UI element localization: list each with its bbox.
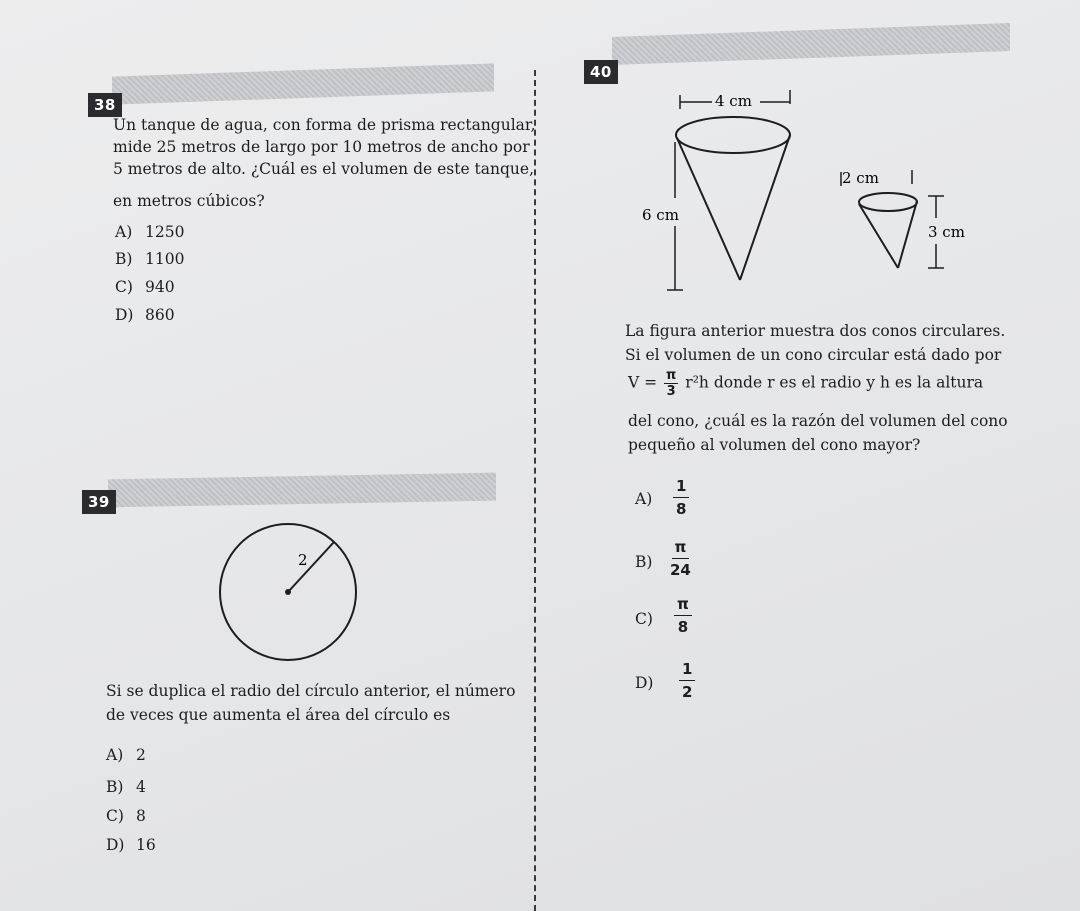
radius-label: 2: [298, 551, 308, 569]
column-divider: [534, 70, 536, 911]
q40-option-a-fraction[interactable]: $\frac{1}{8}$: [673, 477, 689, 518]
small-height-label: 3 cm: [928, 223, 965, 241]
q38-header-band: [112, 63, 494, 104]
formula-tail: r²h donde r es el radio y h es la altura: [685, 373, 984, 392]
q40-option-d-letter[interactable]: D): [635, 674, 654, 692]
formula-fraction: [664, 368, 678, 399]
q39-option-d[interactable]: D) 16: [106, 836, 156, 854]
question-number-40: 40: [584, 60, 618, 84]
small-diameter-label: 2 cm: [842, 169, 879, 187]
radius-line: [288, 542, 334, 592]
q40-cones-figure: [620, 80, 980, 300]
q40-option-c-letter[interactable]: C): [635, 610, 653, 628]
q40-option-a-letter[interactable]: A): [635, 490, 653, 508]
q38-line-4: en metros cúbicos?: [113, 192, 265, 210]
q40-header-band: [612, 23, 1010, 65]
q40-outro-line-1: del cono, ¿cuál es la razón del volumen del cono: [628, 412, 1008, 430]
question-number-38: 38: [88, 93, 122, 117]
volume-formula: [628, 368, 983, 399]
q38-option-c[interactable]: C) 940: [115, 278, 175, 296]
q40-intro-line-2: Si el volumen de un cono circular está dado por: [625, 346, 1002, 364]
q39-option-b[interactable]: B) 4: [106, 778, 146, 796]
q39-circle-figure: [210, 515, 370, 675]
big-cone-right-side: [740, 135, 790, 280]
formula-denominator: 3: [666, 384, 676, 399]
q39-line-2: de veces que aumenta el área del círculo es: [106, 706, 451, 724]
q38-line-2: mide 25 metros de largo por 10 metros de ancho por: [113, 138, 530, 156]
q38-option-a[interactable]: A) 1250: [115, 223, 185, 241]
q39-option-c[interactable]: C) 8: [106, 807, 146, 825]
q40-option-c-fraction[interactable]: $\frac{\pi}{8}$: [674, 595, 692, 636]
big-diameter-label: 4 cm: [715, 92, 752, 110]
big-height-label: 6 cm: [642, 206, 679, 224]
q40-intro-line-1: La figura anterior muestra dos conos circulares.: [625, 322, 1006, 340]
big-cone-left-side: [677, 138, 740, 280]
q39-line-1: Si se duplica el radio del círculo anterior, el número: [106, 682, 516, 700]
center-dot: [285, 589, 291, 595]
q40-option-b-fraction[interactable]: $\frac{\pi}{24}$: [670, 538, 691, 579]
q38-line-1: Un tanque de agua, con forma de prisma rectangular,: [113, 116, 536, 134]
question-number-39: 39: [82, 490, 116, 514]
q40-outro-line-2: pequeño al volumen del cono mayor?: [628, 436, 921, 454]
q40-option-b-letter[interactable]: B): [635, 553, 653, 571]
q39-header-band: [108, 473, 496, 508]
big-cone-top: [676, 117, 790, 153]
formula-numerator: π: [666, 368, 677, 383]
small-cone-left-side: [859, 204, 898, 268]
formula-lhs: V =: [628, 373, 658, 392]
q38-option-d[interactable]: D) 860: [115, 306, 175, 324]
small-cone-top: [859, 193, 917, 211]
q39-option-a[interactable]: A) 2: [106, 746, 146, 764]
q38-line-3: 5 metros de alto. ¿Cuál es el volumen de este tanque,: [113, 160, 535, 178]
q38-option-b[interactable]: B) 1100: [115, 250, 185, 268]
q40-option-d-fraction[interactable]: $\frac{1}{2}$: [679, 660, 695, 701]
